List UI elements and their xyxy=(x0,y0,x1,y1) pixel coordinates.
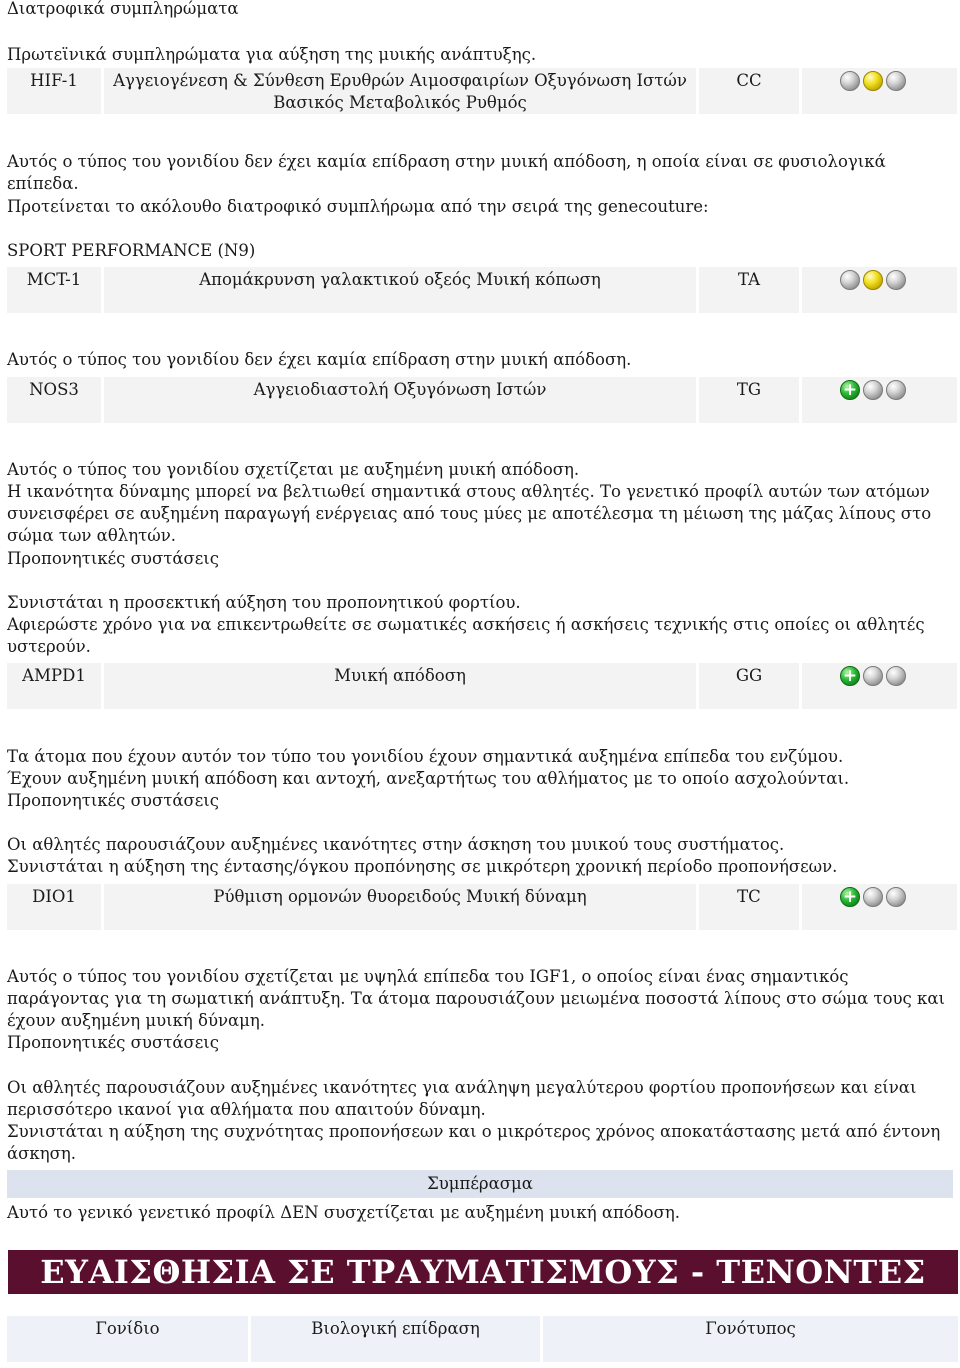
gene-name: AMPD1 xyxy=(22,666,86,685)
traffic-light-indicator xyxy=(840,666,906,686)
gene-name-cell xyxy=(7,68,101,114)
biological-effect: Αγγειοδιαστολή Οξυγόνωση Ιστών xyxy=(253,380,547,399)
column-header-genotype xyxy=(543,1316,958,1362)
gene-name: MCT-1 xyxy=(26,270,82,289)
conclusion-bar xyxy=(7,1170,953,1198)
traffic-light-indicator xyxy=(840,71,906,91)
gray-dot-icon xyxy=(840,71,860,91)
gray-dot-icon xyxy=(886,71,906,91)
supplement-suggestion: Προτείνεται το ακόλουθο διατροφικό συμπλήρωμα από την σειρά της genecouture: xyxy=(7,197,709,216)
training-recommendation: Συνιστάται η αύξηση της συχνότητας προπονήσεων και ο μικρότερος χρόνος αποκατάστασης μετά από έντονη άσκηση. xyxy=(7,1122,941,1163)
green-plus-icon: + xyxy=(840,666,860,686)
gene-row-mct1 xyxy=(7,267,957,313)
genotype: TA xyxy=(737,270,761,289)
gene-name-cell xyxy=(7,884,101,930)
green-plus-icon: + xyxy=(840,380,860,400)
gene-description: Αυτός ο τύπος του γονιδίου δεν έχει καμία επίδραση στην μυική απόδοση. xyxy=(7,350,632,369)
training-recommendation: Οι αθλητές παρουσιάζουν αυξημένες ικανότητες για ανάληψη μεγαλύτερου φορτίου προπονήσεων και είναι περισσότερο ικανοί για αθλήματα που απαιτούν δύναμη. xyxy=(7,1078,917,1119)
traffic-light-indicator xyxy=(840,270,906,290)
training-recommendations-heading: Προπονητικές συστάσεις xyxy=(7,549,220,568)
genotype-cell xyxy=(699,68,799,114)
gene-description: Αυτός ο τύπος του γονιδίου δεν έχει καμία επίδραση στην μυική απόδοση, η οποία είναι σε φυσιολογικά επίπεδα. xyxy=(7,152,886,193)
protein-supplements-subheading: Πρωτεϊνικά συμπληρώματα για αύξηση της μυικής ανάπτυξης. xyxy=(7,45,537,64)
gene-row-nos3 xyxy=(7,377,957,423)
biological-effect: Μυική απόδοση xyxy=(334,666,466,685)
column-label: Γονότυπος xyxy=(705,1319,796,1338)
biological-effect-cell xyxy=(104,884,696,930)
gray-dot-icon xyxy=(863,887,883,907)
gene-description: Αυτός ο τύπος του γονιδίου σχετίζεται με υψηλά επίπεδα του IGF1, ο οποίος είναι ένας σημαντικός παράγοντας για τη σωματική ανάπτυξη. Τα άτομα παρουσιάζουν μειωμένα ποσοστά λίπους στο σώμα τους και έχουν αυξημένη μυική δύναμη. xyxy=(7,967,945,1030)
training-recommendations-heading: Προπονητικές συστάσεις xyxy=(7,1033,220,1052)
column-header-effect xyxy=(251,1316,540,1362)
gene-detail: Έχουν αυξημένη μυική απόδοση και αντοχή, ανεξαρτήτως του αθλήματος με το οποίο ασχολούνται. xyxy=(7,769,850,788)
gray-dot-icon xyxy=(886,887,906,907)
training-recommendation: Συνιστάται η προσεκτική αύξηση του προπονητικού φορτίου. xyxy=(7,593,521,612)
gene-detail: Η ικανότητα δύναμης μπορεί να βελτιωθεί σημαντικά στους αθλητές. Το γενετικό προφίλ αυτών των ατόμων συνεισφέρει σε αυξημένη παραγωγή ενέργειας από τους μύες με αποτέλεσμα τη μέιωση της μάζας λίπους στο σώμα των αθλητών. xyxy=(7,482,932,545)
gray-dot-icon xyxy=(886,270,906,290)
conclusion-title: Συμπέρασμα xyxy=(427,1174,533,1193)
indicator-cell xyxy=(802,884,957,930)
traffic-light-indicator xyxy=(840,887,906,907)
genotype: TG xyxy=(736,380,762,399)
genotype-cell xyxy=(699,663,799,709)
supplements-heading: Διατροφικά συμπληρώματα xyxy=(7,0,239,18)
gray-dot-icon xyxy=(863,380,883,400)
indicator-cell xyxy=(802,377,957,423)
indicator-cell xyxy=(802,267,957,313)
section-title: ΕΥΑΙΣΘΗΣΙΑ ΣΕ ΤΡΑΥΜΑΤΙΣΜΟΥΣ - ΤΕΝΟΝΤΕΣ xyxy=(40,1253,926,1291)
section-banner xyxy=(8,1250,958,1294)
yellow-dot-icon xyxy=(863,71,883,91)
gene-description: Αυτός ο τύπος του γονιδίου σχετίζεται με αυξημένη μυική απόδοση. xyxy=(7,460,580,479)
yellow-dot-icon xyxy=(863,270,883,290)
biological-effect: Απομάκρυνση γαλακτικού οξεός Μυική κόπωση xyxy=(199,270,601,289)
gray-dot-icon xyxy=(840,270,860,290)
column-label: Γονίδιο xyxy=(95,1319,160,1338)
traffic-light-indicator xyxy=(840,380,906,400)
gene-row-dio1 xyxy=(7,884,957,930)
biological-effect-cell xyxy=(104,267,696,313)
biological-effect-cell xyxy=(104,663,696,709)
indicator-cell xyxy=(802,663,957,709)
supplement-product: SPORT PERFORMANCE (N9) xyxy=(7,241,256,260)
genotype: TC xyxy=(737,887,761,906)
gene-name-cell xyxy=(7,267,101,313)
gene-name-cell xyxy=(7,377,101,423)
training-recommendation: Αφιερώστε χρόνο για να επικεντρωθείτε σε σωματικές ασκήσεις ή ασκήσεις τεχνικής στις οποίες οι αθλητές υστερούν. xyxy=(7,615,925,656)
gene-name-cell xyxy=(7,663,101,709)
genotype-cell xyxy=(699,884,799,930)
indicator-cell xyxy=(802,68,957,114)
gene-name: NOS3 xyxy=(29,380,79,399)
training-recommendation: Συνιστάται η αύξηση της έντασης/όγκου προπόνησης σε μικρότερη χρονική περίοδο προπονήσεων. xyxy=(7,857,838,876)
genotype-cell xyxy=(699,377,799,423)
conclusion-text: Αυτό το γενικό γενετικό προφίλ ΔΕΝ συσχετίζεται με αυξημένη μυική απόδοση. xyxy=(7,1203,681,1222)
gene-name: DIO1 xyxy=(32,887,76,906)
genotype: CC xyxy=(736,71,762,90)
column-label: Βιολογική επίδραση xyxy=(311,1319,480,1338)
genotype: GG xyxy=(735,666,763,685)
biological-effect: Αγγειογένεση & Σύνθεση Ερυθρών Αιμοσφαιρίων Οξυγόνωση Ιστών Βασικός Μεταβολικός Ρυθμός xyxy=(113,71,687,112)
genotype-cell xyxy=(699,267,799,313)
biological-effect-cell xyxy=(104,377,696,423)
gray-dot-icon xyxy=(886,666,906,686)
biological-effect: Ρύθμιση ορμονών θυορειδούς Μυική δύναμη xyxy=(213,887,587,906)
gene-row-hif1 xyxy=(7,68,957,114)
gray-dot-icon xyxy=(886,380,906,400)
column-header-gene xyxy=(7,1316,248,1362)
biological-effect-cell xyxy=(104,68,696,114)
green-plus-icon: + xyxy=(840,887,860,907)
gene-description: Τα άτομα που έχουν αυτόν τον τύπο του γονιδίου έχουν σημαντικά αυξημένα επίπεδα του ενζύμου. xyxy=(7,747,844,766)
training-recommendations-heading: Προπονητικές συστάσεις xyxy=(7,791,220,810)
gene-row-ampd1 xyxy=(7,663,957,709)
gene-name: HIF-1 xyxy=(30,71,78,90)
gray-dot-icon xyxy=(863,666,883,686)
training-recommendation: Οι αθλητές παρουσιάζουν αυξημένες ικανότητες στην άσκηση του μυικού τους συστήματος. xyxy=(7,835,785,854)
